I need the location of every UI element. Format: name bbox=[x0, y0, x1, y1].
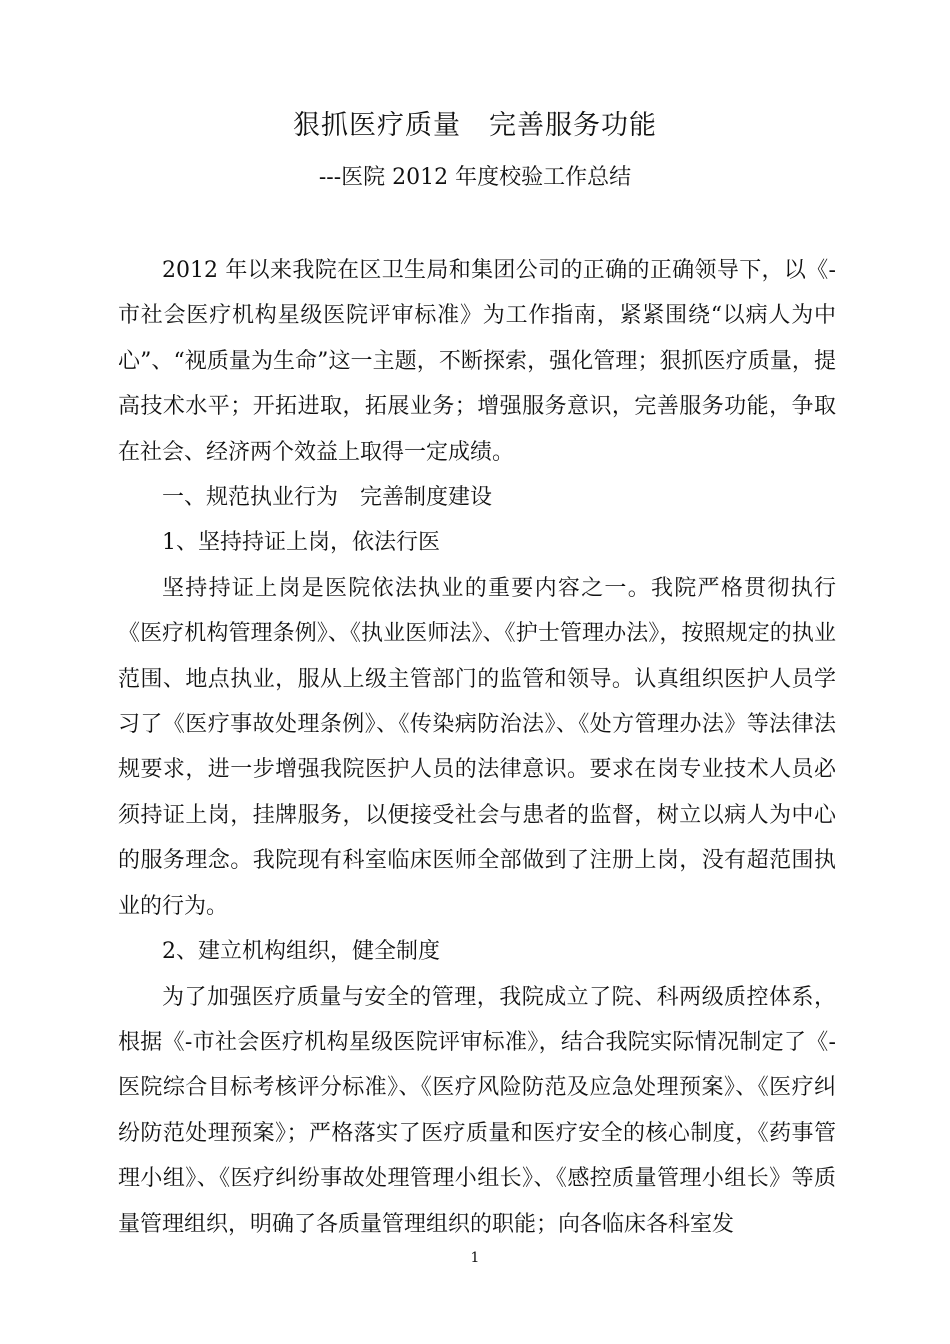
section-heading-1: 一、规范执业行为 完善制度建设 bbox=[162, 485, 493, 511]
document-title: 狠抓医疗质量 完善服务功能 bbox=[293, 110, 657, 141]
document-subtitle: ---医院 2012 年度校验工作总结 bbox=[318, 165, 632, 190]
page-number: 1 bbox=[470, 1250, 480, 1266]
subsection-heading-2: 2、建立机构组织，健全制度 bbox=[162, 939, 440, 965]
paragraph-organization: 为了加强医疗质量与安全的管理，我院成立了院、科两级质控体系，根据《-市社会医疗机构星级医院评审标准》，结合我院实际情况制定了《-医院综合目标考核评分标准》、《医疗风险防范及应急处理预案》、《医疗纠纷防范处理预案》；严格落实了医疗质量和医疗安全的核心制度，《药事管理小组》、《医疗纠纷事故处理管理小组长》、《感控质量管理小组长》等质量管理组织，明确了各质量管理组织的职能；向各临床各科室发 bbox=[118, 984, 836, 1237]
document-body bbox=[118, 248, 836, 1247]
intro-paragraph: 2012 年以来我院在区卫生局和集团公司的正确的正确领导下，以《-市社会医疗机构星级医院评审标准》为工作指南，紧紧围绕“以病人为中心”、“视质量为生命”这一主题，不断探索，强化管理；狠抓医疗质量，提高技术水平；开拓进取，拓展业务；增强服务意识，完善服务功能，争取在社会、经济两个效益上取得一定成绩。 bbox=[118, 258, 836, 465]
paragraph-licensing: 坚持持证上岗是医院依法执业的重要内容之一。我院严格贯彻执行《医疗机构管理条例》、《执业医师法》、《护士管理办法》，按照规定的执业范围、地点执业，服从上级主管部门的监管和领导。认真组织医护人员学习了《医疗事故处理条例》、《传染病防治法》、《处方管理办法》等法律法规要求，进一步增强我院医护人员的法律意识。要求在岗专业技术人员必须持证上岗，挂牌服务，以便接受社会与患者的监督，树立以病人为中心的服务理念。我院现有科室临床医师全部做到了注册上岗，没有超范围执业的行为。 bbox=[118, 575, 836, 919]
subsection-heading-1: 1、坚持持证上岗，依法行医 bbox=[162, 530, 440, 556]
